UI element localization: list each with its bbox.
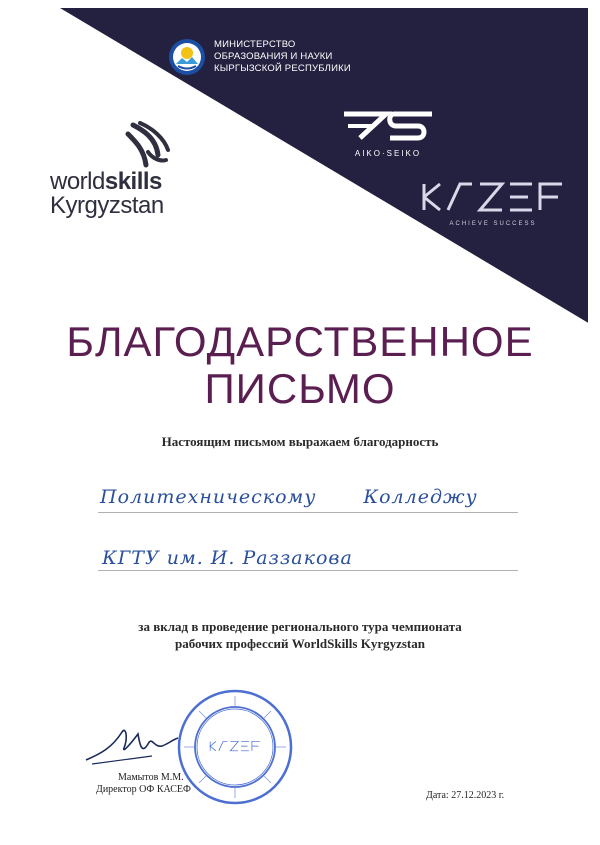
ministry-block: [168, 38, 351, 76]
signer-role: Директор ОФ КАСЕФ: [96, 784, 191, 795]
worldskills-country: Kyrgyzstan: [50, 192, 164, 219]
kasef-logo: [418, 180, 568, 227]
aiko-seiko-caption: AIKO·SEIKO: [354, 149, 422, 158]
recipient-line-1: Политехническому Колледжу: [100, 486, 478, 508]
ministry-line-1: МИНИСТЕРСТВО: [214, 39, 296, 50]
intro-text: Настоящим письмом выражаем благодарность: [161, 434, 439, 449]
signer-name: Мамытов М.М.: [118, 772, 184, 783]
ministry-line-2: ОБРАЗОВАНИЯ И НАУКИ: [214, 51, 333, 62]
kasef-caption: ACHIEVE SUCCESS: [449, 221, 537, 227]
recipient-rule-1: [98, 512, 518, 513]
worldskills-word-world: world: [50, 168, 105, 195]
body-line-2: рабочих профессий WorldSkills Kyrgyzstan: [175, 636, 425, 651]
worldskills-logo-icon: [48, 120, 178, 175]
official-stamp: [176, 688, 294, 806]
recipient-line-2: КГТУ им. И. Раззакова: [102, 547, 353, 569]
handwritten-signature: [82, 718, 182, 773]
aiko-seiko-logo: [336, 110, 440, 158]
kasef-icon: [418, 180, 568, 214]
worldskills-wordmark: [50, 170, 164, 218]
recipient-rule-2: [98, 570, 518, 571]
letter-date: Дата: 27.12.2023 г.: [426, 790, 505, 801]
kyrgyz-emblem-icon: [168, 38, 206, 76]
ministry-line-3: КЫРГЫЗСКОЙ РЕСПУБЛИКИ: [214, 63, 351, 74]
worldskills-word-skills: skills: [104, 168, 162, 195]
aiko-seiko-icon: [338, 110, 438, 142]
letter-title-line-1: БЛАГОДАРСТВЕННОЕ: [66, 318, 534, 365]
letter-title-line-2: ПИСЬМО: [204, 365, 396, 412]
body-line-1: за вклад в проведение регионального тура чемпионата: [138, 619, 462, 634]
